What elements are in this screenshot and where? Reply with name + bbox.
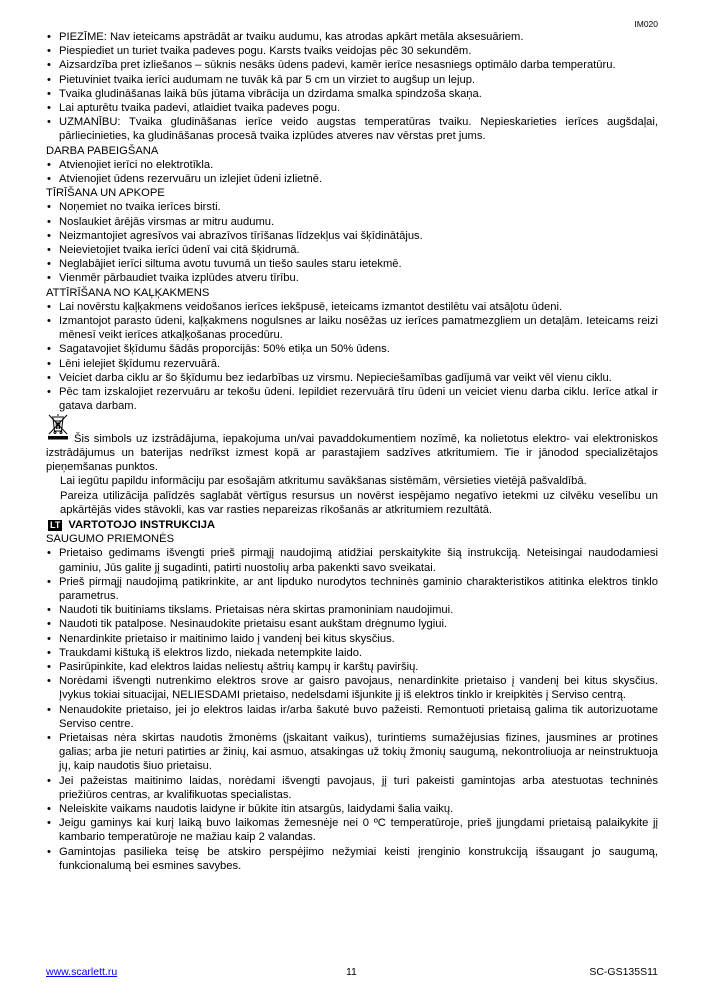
list-item: • Traukdami kištuką iš elektros lizdo, niekada netempkite laido. <box>46 646 658 660</box>
list-item: • PIEZĪME: Nav ieteicams apstrādāt ar tvaiku audumu, kas atrodas apkārt metāla aksesuāriem. <box>46 30 658 44</box>
list-item: • Sagatavojiet šķīdumu šādās proporcijās: 50% etiķa un 50% ūdens. <box>46 342 658 356</box>
list-item: • Norėdami išvengti nutrenkimo elektros srove ar gaisro pavojaus, nenardinkite prietaiso į vandenį bei kitus skysčius. Įvykus tokiai situacijai, NELIESDAMI prietaiso, nedelsdami išjunkite jį iš elektros tinklo ir kreipkitės į Serviso centrą. <box>46 674 658 702</box>
list-item: • Prietaiso gedimams išvengti prieš pirmąjį naudojimą atidžiai perskaitykite šią instrukciją. Neteisingai naudodamiesi gaminiu, Jūs galite jį sugadinti, patirti nuostolių arba pakenkti savo sveikatai. <box>46 546 658 574</box>
list-item: • Neleiskite vaikams naudotis laidyne ir būkite itin atsargūs, laidydami šalia vaikų. <box>46 802 658 816</box>
recycling-text: Šis simbols uz izstrādājuma, iepakojuma un/vai pavaddokumentiem nozīmē, ka nolietotus elektro- vai elektroniskos izstrādājumus un baterijas nedrīkst izmest kopā ar parastajiem sadzīves atkritumiem. Tie ir jānodod specializētajos pieņemšanas punktos. <box>46 432 658 474</box>
finish-list <box>46 158 658 186</box>
recycling-info: Lai iegūtu papildu informāciju par esošajām atkritumu savākšanas sistēmām, vērsieties vietējā pašvaldībā. <box>60 475 587 488</box>
list-item: • Atvienojiet ūdens rezervuāru un izlejiet ūdeni izlietnē. <box>46 172 658 186</box>
list-item: • Izmantojot parasto ūdeni, kaļķakmens nogulsnes ar laiku nosēžas uz ierīces pamatmezgliem un detaļām. Ieteicams reizi mēnesī veikt ierīces atkaļķošanas procedūru. <box>46 314 658 342</box>
list-item: • Jei pažeistas maitinimo laidas, norėdami išvengti pavojaus, jį turi pakeisti gamintojas arba atestuotas techninės priežiūros centras, ar kvalifikuotas specialistas. <box>46 774 658 802</box>
list-item: • Pietuviniet tvaika ierīci audumam ne tuvāk kā par 5 cm un virziet to augšup un lejup. <box>46 73 658 87</box>
lt-title-row <box>46 518 658 532</box>
descaling-heading: ATTĪRĪŠANA NO KAĻĶAKMENS <box>46 286 210 299</box>
list-item: • Neievietojiet tvaika ierīci ūdenī vai citā šķidrumā. <box>46 243 658 257</box>
list-item: • Piespiediet un turiet tvaika padeves pogu. Karsts tvaiks veidojas pēc 30 sekundēm. <box>46 44 658 58</box>
safety-list <box>46 546 658 873</box>
list-item: • Nenardinkite prietaiso ir maitinimo laido į vandenį bei kitus skysčius. <box>46 632 658 646</box>
list-item: • Lai novērstu kaļķakmens veidošanos ierīces iekšpusē, ieteicams izmantot destilētu vai atsāļotu ūdeni. <box>46 300 658 314</box>
list-item: • Prieš pirmąjį naudojimą patikrinkite, ar ant lipduko nurodytos techninės gaminio charakteristikos atitinka elektros tinklo parametrus. <box>46 575 658 603</box>
list-item: • Gamintojas pasilieka teisę be atskiro perspėjimo nežymiai keisti įrenginio konstrukciją išsaugant jo saugumą, funkcionalumą bei esmines savybes. <box>46 845 658 873</box>
list-item: • Noslaukiet ārējās virsmas ar mitru audumu. <box>46 215 658 229</box>
list-item: • Naudoti tik patalpose. Nesinaudokite prietaisu esant aukštam drėgnumo lygiui. <box>46 617 658 631</box>
list-item: • Lēni ielejiet šķīdumu rezervuārā. <box>46 357 658 371</box>
page-number: 11 <box>346 966 357 978</box>
list-item: • Pasirūpinkite, kad elektros laidas neliestų aštrių kampų ir karštų paviršių. <box>46 660 658 674</box>
crossed-bin-icon <box>46 414 70 440</box>
steam-list <box>46 30 658 144</box>
page-content <box>46 30 658 873</box>
list-item: • UZMANĪBU: Tvaika gludināšanas ierīce veido augstas temperatūras tvaiku. Nepieskarieties ierīces augšdaļai, pārliecinieties, ka gludināšanas procesā tvaika izplūdes atveres nav vērstas pret jums. <box>46 115 658 143</box>
language-badge: LT <box>50 519 61 530</box>
list-item: • Lai apturētu tvaika padevi, atlaidiet tvaika padeves pogu. <box>46 101 658 115</box>
cleaning-list <box>46 200 658 285</box>
list-item: • Neizmantojiet agresīvos vai abrazīvos tīrīšanas līdzekļus vai šķīdinātājus. <box>46 229 658 243</box>
list-item: • Vienmēr pārbaudiet tvaika izplūdes atveru tīrību. <box>46 271 658 285</box>
list-item: • Noņemiet no tvaika ierīces birsti. <box>46 200 658 214</box>
lt-title: VARTOTOJO INSTRUKCIJA <box>68 518 216 531</box>
list-item: • Nenaudokite prietaiso, jei jo elektros laidas ir/arba šakutė buvo pažeisti. Remontuoti prietaisą galima tik autorizuotame Serviso centre. <box>46 703 658 731</box>
document-code: IM020 <box>634 19 658 29</box>
recycling-block <box>46 413 658 516</box>
list-item: • Atvienojiet ierīci no elektrotīkla. <box>46 158 658 172</box>
cleaning-heading: TĪRĪŠANA UN APKOPE <box>46 187 165 200</box>
list-item: • Pēc tam izskalojiet rezervuāru ar tekošu ūdeni. Iepildiet rezervuārā tīru ūdeni un veiciet vienu darba ciklu. Ierīce atkal ir gatava darbam. <box>46 385 658 413</box>
model-number: SC-GS135S11 <box>589 966 658 978</box>
list-item: • Jeigu gaminys kai kurį laiką buvo laikomas žemesnėje nei 0 ºC temperatūroje, prieš įjungdami prietaisą palaikykite jį kambario temperatūroje ne mažiau kaip 2 valandas. <box>46 816 658 844</box>
list-item: • Prietaisas nėra skirtas naudotis žmonėms (įskaitant vaikus), turintiems sumažėjusias fizines, jausmines ar protines galias; arba jie neturi patirties ar žinių, kai asmuo, atsakingas už tokių žmonių saugumą, nekontroliuoja ar neinstruktuoja jų, kaip naudotis šiuo prietaisu. <box>46 731 658 774</box>
list-item: • Tvaika gludināšanas laikā būs jūtama vibrācija un dzirdama smalka spindzoša skaņa. <box>46 87 658 101</box>
safety-heading: SAUGUMO PRIEMONĖS <box>46 533 175 546</box>
descaling-list <box>46 300 658 414</box>
list-item: • Veiciet darba ciklu ar šo šķīdumu bez iedarbības uz virsmu. Nepieciešamības gadījumā var veikt vēl vienu ciklu. <box>46 371 658 385</box>
recycling-note: Pareiza utilizācija palīdzēs saglabāt vērtīgus resursus un novērst iespējamo negatīvo ietekmi uz cilvēku veselību un apkārtējās vides stāvokli, kas var rasties nepareizas rīkošanās ar atkritumiem rezultātā. <box>60 489 658 516</box>
website-link[interactable]: www.scarlett.ru <box>46 966 118 978</box>
list-item: • Naudoti tik buitiniams tikslams. Prietaisas nėra skirtas pramoniniam naudojimui. <box>46 603 658 617</box>
list-item: • Aizsardzība pret izliešanos – sūknis nesāks ūdens padevi, kamēr ierīce nesasniegs optimālo darba temperatūru. <box>46 58 658 72</box>
list-item: • Neglabājiet ierīci siltuma avotu tuvumā un tiešo saules staru ietekmē. <box>46 257 658 271</box>
finish-heading: DARBA PABEIGŠANA <box>46 144 159 157</box>
